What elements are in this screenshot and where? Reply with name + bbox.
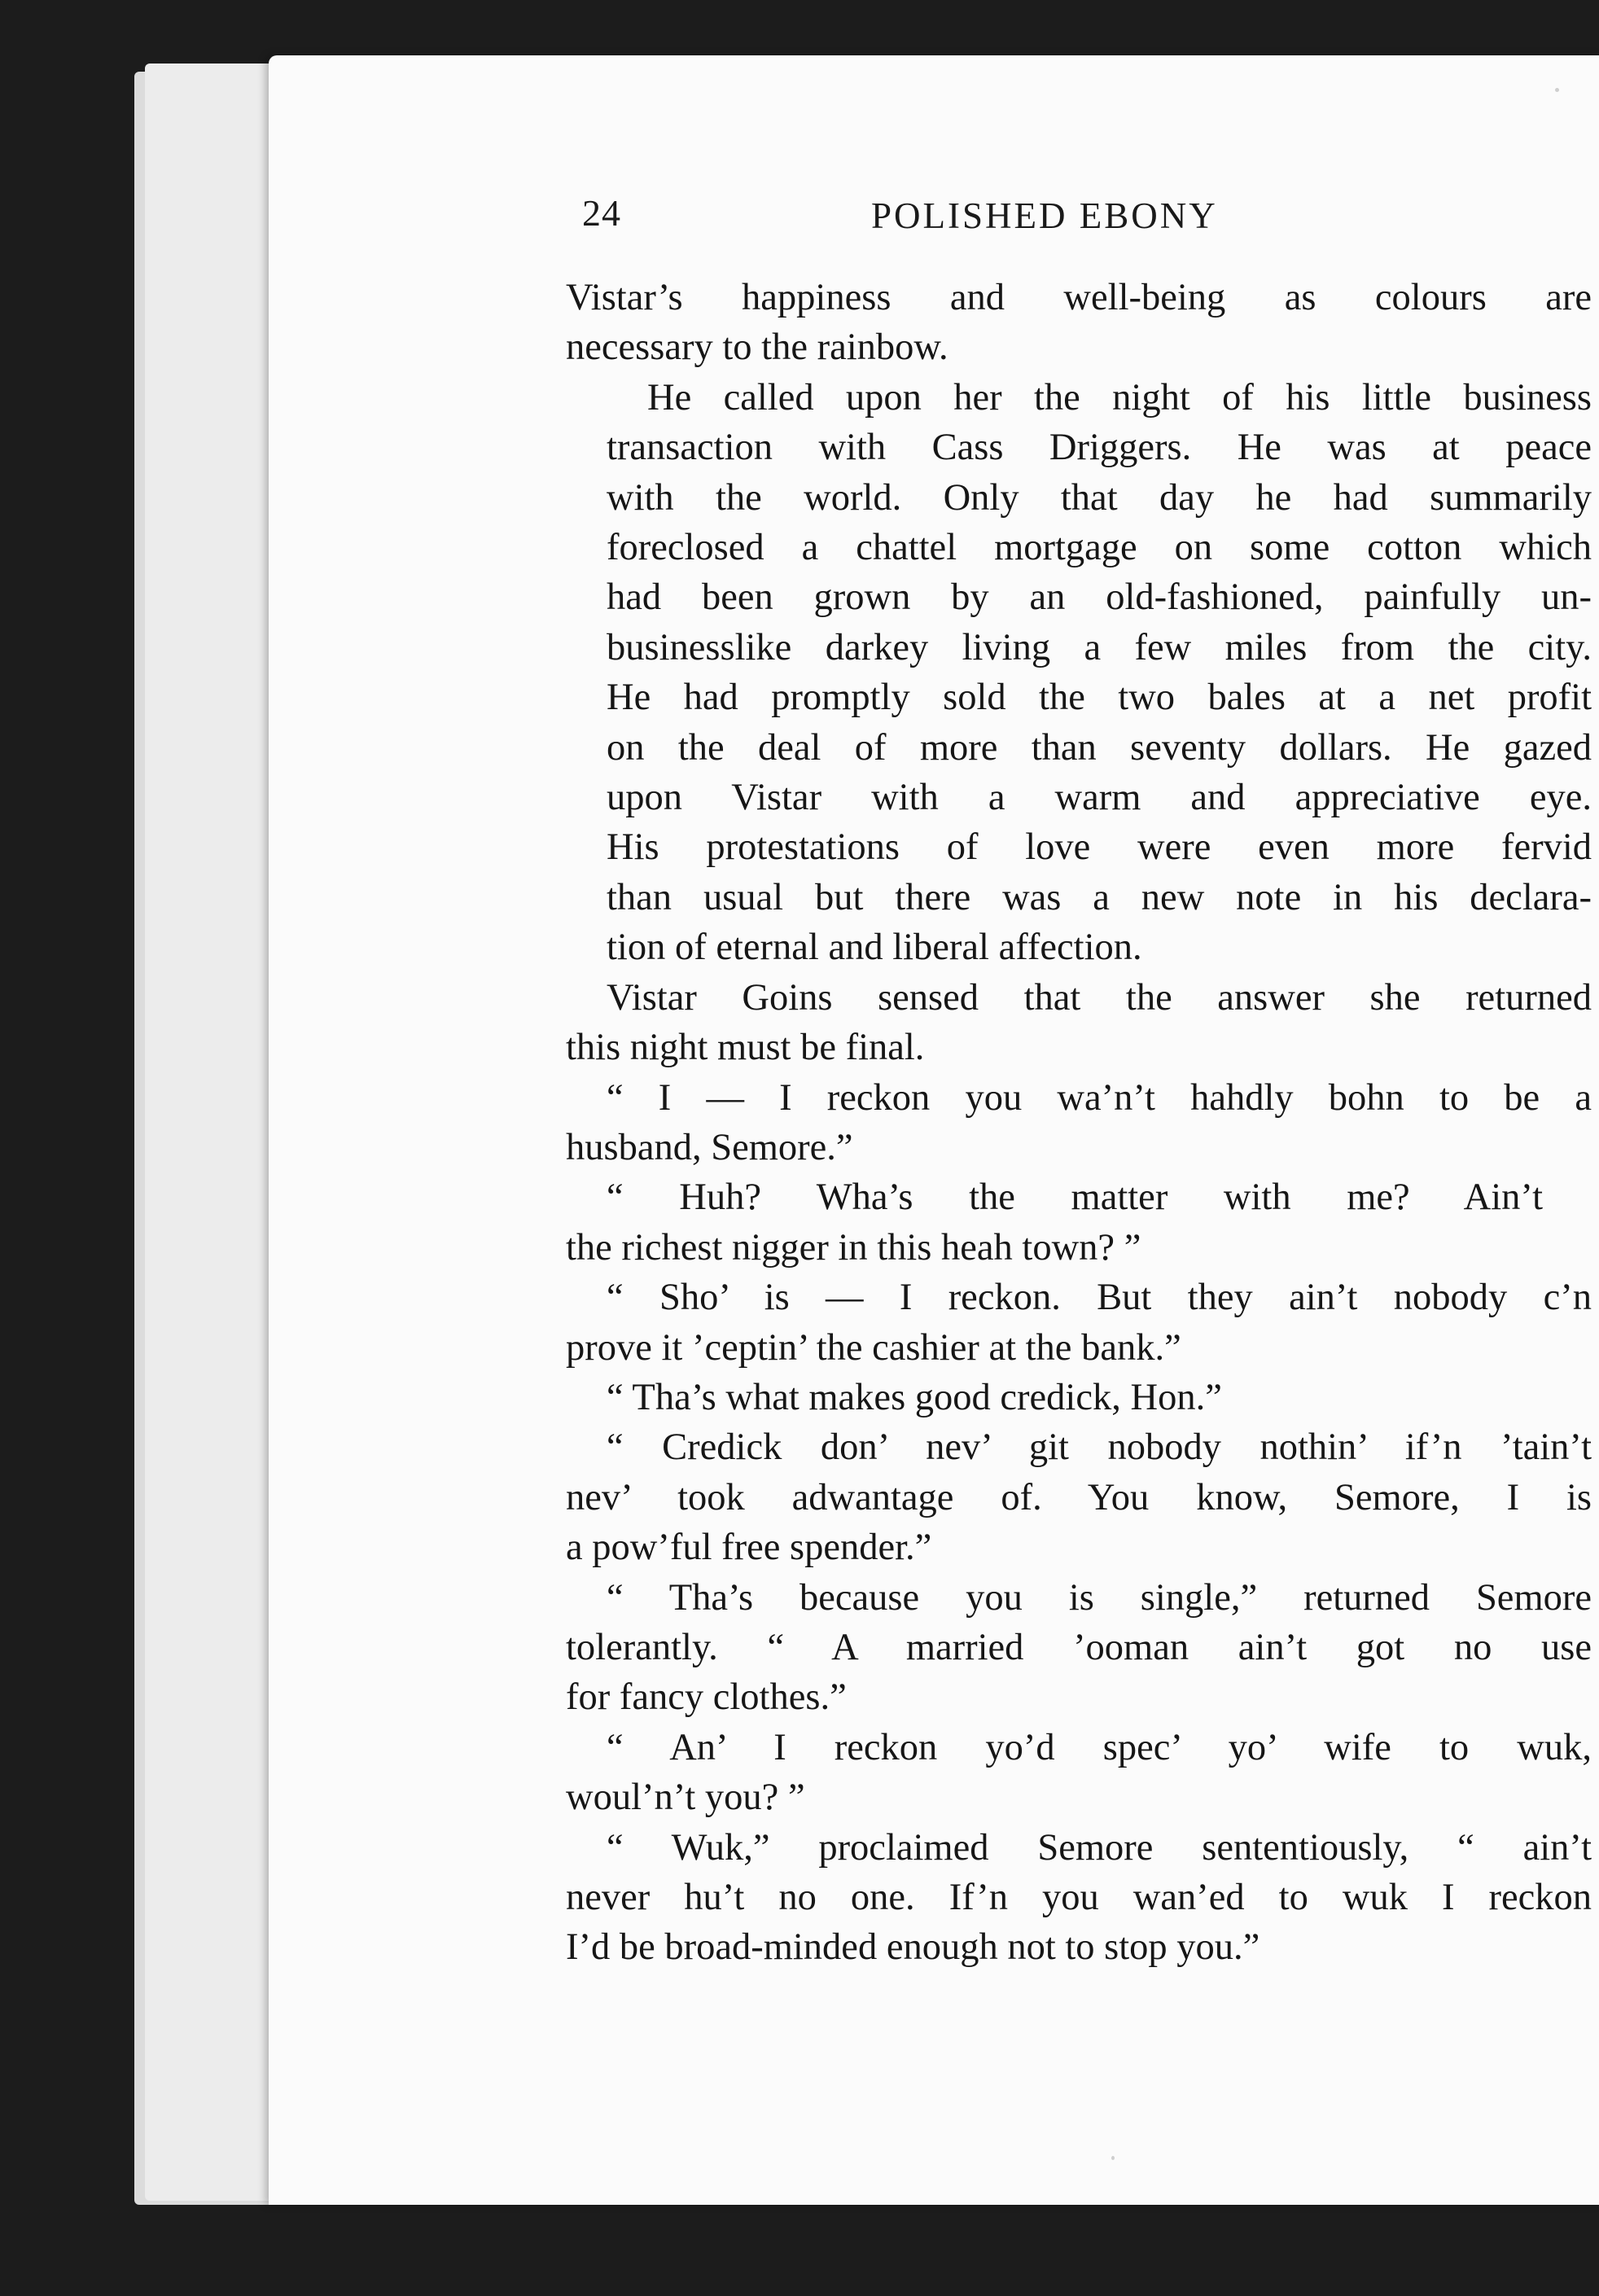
text-line: nev’ took adwantage of. You know, Semore, I is bbox=[566, 1476, 1592, 1518]
text-line: woul’n’t you? ” bbox=[566, 1777, 805, 1819]
text-line: Vistar Goins sensed that the answer she returned bbox=[607, 976, 1592, 1019]
text-line: He had promptly sold the two bales at a net profit bbox=[607, 677, 1592, 719]
text-line: husband, Semore.” bbox=[566, 1126, 853, 1168]
paper-speck bbox=[1555, 88, 1559, 92]
page-header bbox=[582, 191, 1599, 240]
paragraph bbox=[566, 1573, 1592, 1723]
body-text bbox=[566, 273, 1592, 1973]
text-line: a pow’ful free spender.” bbox=[566, 1527, 932, 1569]
paragraph bbox=[566, 1422, 1592, 1572]
text-line: I’d be broad-minded enough not to stop you.” bbox=[566, 1926, 1260, 1969]
text-line: for fancy clothes.” bbox=[566, 1676, 847, 1719]
paragraph bbox=[566, 273, 1592, 373]
running-title: POLISHED EBONY bbox=[871, 195, 1218, 236]
text-line: on the deal of more than seventy dollars. He gazed bbox=[607, 726, 1592, 769]
text-line: tolerantly. “ A married ’ooman ain’t got no use bbox=[566, 1626, 1592, 1668]
text-line: “ I — I reckon you wa’n’t hahdly bohn to be a bbox=[607, 1076, 1592, 1119]
page-number: 24 bbox=[582, 192, 621, 234]
text-line: tion of eternal and liberal affection. bbox=[607, 927, 1142, 969]
text-line: this night must be final. bbox=[566, 1027, 925, 1069]
text-line: foreclosed a chattel mortgage on some cotton which bbox=[607, 527, 1592, 569]
text-line: “ Credick don’ nev’ git nobody nothin’ if’n ’tain’t bbox=[607, 1426, 1592, 1469]
text-line: necessary to the rainbow. bbox=[566, 326, 948, 369]
paragraph bbox=[566, 1823, 1592, 1973]
paragraph bbox=[566, 1723, 1592, 1823]
paper-speck bbox=[1111, 2156, 1115, 2160]
text-line: “ Huh? Wha’s the matter with me? Ain’t bbox=[607, 1176, 1543, 1219]
text-line: businesslike darkey living a few miles from the city. bbox=[607, 626, 1592, 668]
text-line: “ Tha’s what makes good credick, Hon.” bbox=[607, 1376, 1222, 1418]
paragraph bbox=[566, 973, 1592, 1073]
text-line: had been grown by an old-fashioned, painfully un- bbox=[607, 576, 1592, 619]
text-line: His protestations of love were even more fervid bbox=[607, 826, 1592, 869]
text-line: with the world. Only that day he had summarily bbox=[607, 476, 1592, 519]
text-line: “ Wuk,” proclaimed Semore sententiously, “ ain’t bbox=[607, 1826, 1592, 1869]
text-line: “ An’ I reckon yo’d spec’ yo’ wife to wuk, bbox=[607, 1726, 1592, 1768]
text-line: “ Sho’ is — I reckon. But they ain’t nobody c’n bbox=[607, 1277, 1592, 1319]
text-line: upon Vistar with a warm and appreciative eye. bbox=[607, 777, 1592, 819]
paragraph bbox=[566, 373, 1592, 973]
text-line: Vistar’s happiness and well-being as colours are bbox=[566, 277, 1592, 318]
text-line: “ Tha’s because you is single,” returned Semore bbox=[607, 1576, 1592, 1619]
paragraph bbox=[566, 1373, 1592, 1422]
paragraph bbox=[566, 1273, 1592, 1373]
text-line: prove it ’ceptin’ the cashier at the bank.” bbox=[566, 1326, 1181, 1369]
text-line: than usual but there was a new note in his declara- bbox=[607, 876, 1592, 918]
paragraph bbox=[566, 1073, 1592, 1173]
text-line: the richest nigger in this heah town? ” bbox=[566, 1226, 1141, 1268]
text-line: transaction with Cass Driggers. He was at peace bbox=[607, 427, 1592, 469]
paragraph bbox=[566, 1172, 1592, 1273]
text-line: never hu’t no one. If’n you wan’ed to wuk I reckon bbox=[566, 1877, 1592, 1918]
text-line: He called upon her the night of his little business bbox=[647, 376, 1592, 418]
